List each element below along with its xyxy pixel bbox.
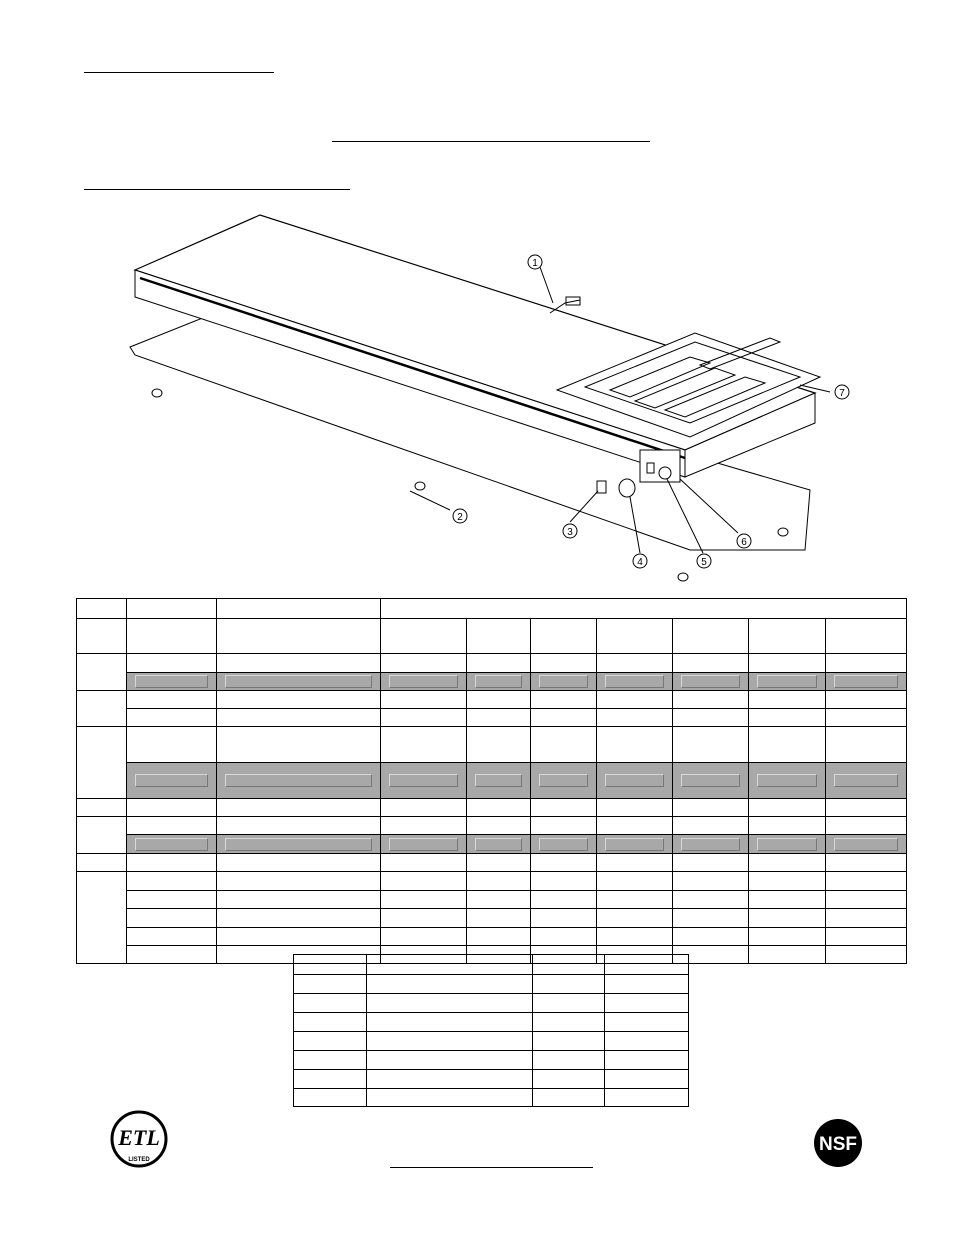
header-rule-3 bbox=[84, 189, 350, 190]
table-row bbox=[294, 975, 689, 994]
knob-part bbox=[619, 479, 635, 497]
switch-part bbox=[597, 481, 606, 493]
table-row bbox=[294, 955, 689, 975]
callout-4: 4 bbox=[637, 557, 643, 568]
callout-7: 7 bbox=[839, 388, 845, 399]
foot-mid bbox=[415, 482, 425, 490]
exploded-view-diagram bbox=[110, 205, 880, 590]
table-row bbox=[77, 799, 907, 817]
table-row-shaded bbox=[77, 763, 907, 799]
callout-3: 3 bbox=[567, 527, 573, 538]
callout-5: 5 bbox=[701, 557, 707, 568]
table-row bbox=[77, 854, 907, 872]
callout-6: 6 bbox=[741, 537, 747, 548]
parts-table bbox=[76, 598, 907, 964]
table-row bbox=[77, 891, 907, 909]
table-row-shaded bbox=[77, 835, 907, 854]
nsf-logo bbox=[810, 1118, 866, 1168]
table-row bbox=[77, 727, 907, 763]
svg-text:NSF: NSF bbox=[819, 1134, 857, 1155]
small-table bbox=[293, 954, 689, 1107]
table-row bbox=[294, 1013, 689, 1032]
table-row bbox=[294, 1089, 689, 1107]
callout-1: 1 bbox=[532, 258, 538, 269]
foot-left bbox=[152, 389, 162, 397]
table-row bbox=[77, 654, 907, 673]
table-row bbox=[294, 1032, 689, 1051]
table-row bbox=[294, 1070, 689, 1089]
svg-text:ETL: ETL bbox=[118, 1125, 160, 1150]
control-panel bbox=[640, 450, 680, 482]
table-row bbox=[294, 1051, 689, 1070]
table-row-shaded bbox=[77, 673, 907, 691]
table-row bbox=[294, 994, 689, 1013]
table-row bbox=[77, 691, 907, 709]
header-row-2 bbox=[77, 619, 907, 654]
header-row-1 bbox=[77, 599, 907, 619]
power-cord bbox=[550, 300, 580, 313]
svg-text:LISTED: LISTED bbox=[128, 1157, 150, 1163]
header-rule-2 bbox=[332, 141, 650, 142]
footer-rule bbox=[390, 1167, 593, 1168]
table-row bbox=[77, 817, 907, 835]
foot-right-2 bbox=[678, 573, 688, 581]
callout-2: 2 bbox=[457, 512, 463, 523]
etl-listed-logo bbox=[110, 1110, 168, 1168]
table-row bbox=[77, 909, 907, 928]
foot-right-1 bbox=[778, 528, 788, 536]
table-row bbox=[77, 928, 907, 946]
table-row bbox=[77, 872, 907, 891]
header-rule-1 bbox=[84, 72, 274, 73]
table-row bbox=[77, 709, 907, 727]
